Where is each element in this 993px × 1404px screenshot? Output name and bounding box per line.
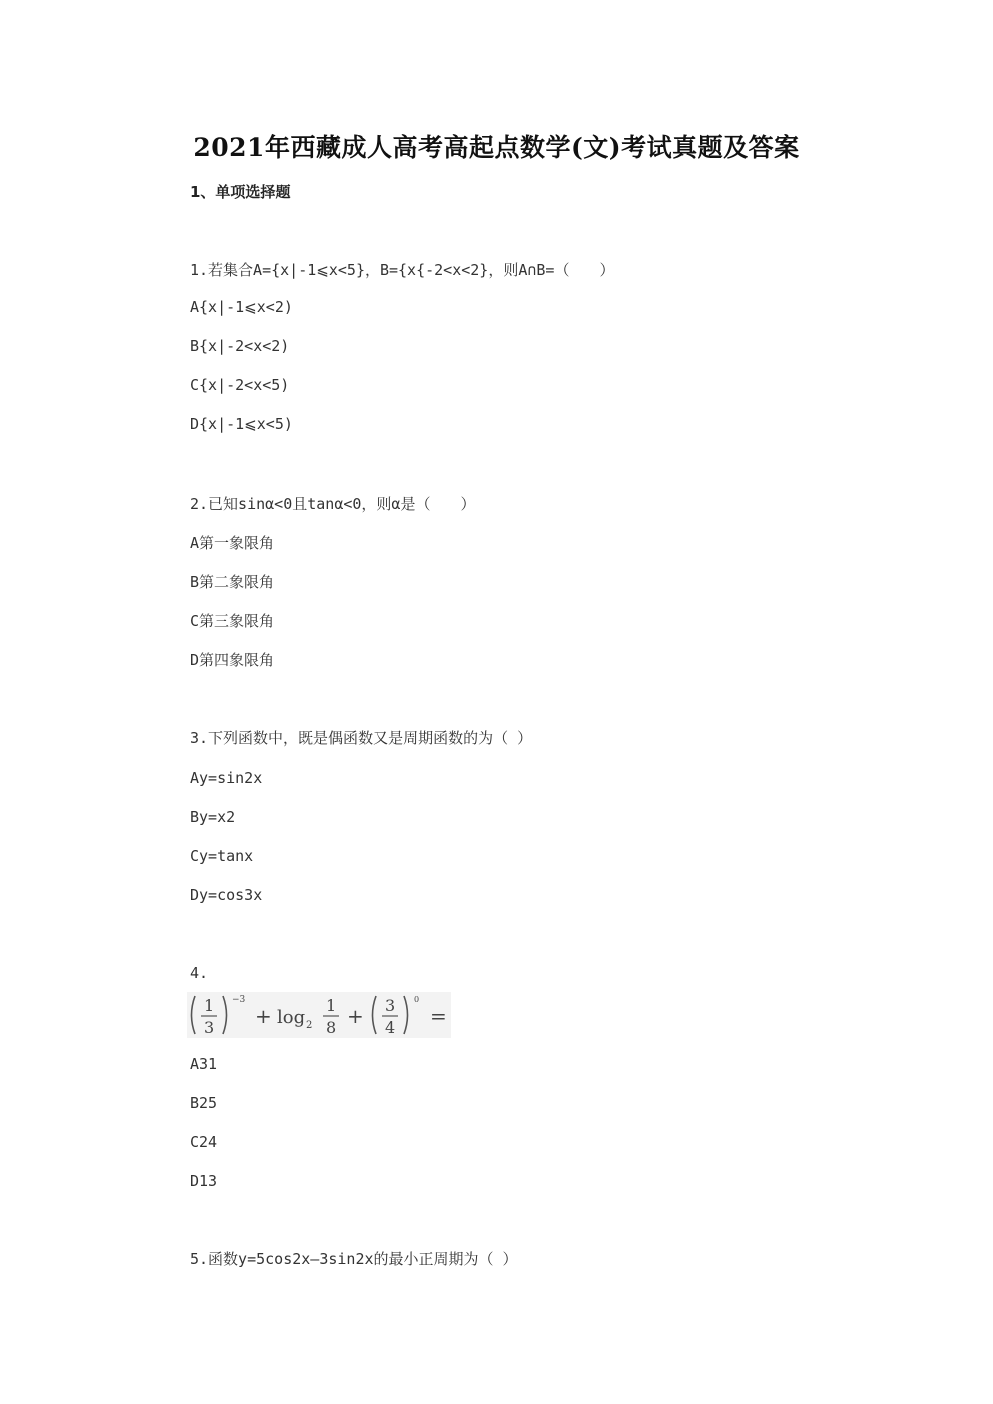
log-base: 2 (306, 1020, 313, 1031)
frac3-denominator: 4 (385, 1018, 396, 1037)
question-5-stem: 5.函数y=5cos2x—3sin2x的最小正周期为（ ） (190, 1250, 518, 1268)
question-2-option-a: A第一象限角 (190, 534, 275, 552)
question-1-option-d: D{x|-1⩽x<5) (190, 415, 293, 433)
frac2-denominator: 8 (326, 1018, 337, 1037)
question-4-option-c: C24 (190, 1133, 218, 1151)
question-4-stem: 4. (190, 964, 209, 982)
question-3-stem: 3.下列函数中，既是偶函数又是周期函数的为（ ） (190, 729, 533, 747)
question-4-option-b: B25 (190, 1094, 218, 1112)
question-2-option-c: C第三象限角 (190, 612, 275, 630)
frac1-denominator: 3 (204, 1018, 215, 1037)
question-3-option-a: Ay=sin2x (190, 769, 263, 787)
frac2-numerator: 1 (326, 996, 337, 1015)
frac1-numerator: 1 (204, 996, 215, 1015)
question-4-option-a: A31 (190, 1055, 218, 1073)
exponent-1: −3 (232, 995, 246, 1005)
question-2-option-b: B第二象限角 (190, 573, 275, 591)
document-title: 2021年西藏成人高考高起点数学(文)考试真题及答案 (193, 133, 800, 162)
question-2-option-d: D第四象限角 (190, 651, 275, 669)
exponent-2: 0 (414, 995, 420, 1004)
question-1-option-c: C{x|-2<x<5) (190, 376, 290, 394)
question-3-option-c: Cy=tanx (190, 847, 254, 865)
frac3-numerator: 3 (385, 996, 396, 1015)
plus-sign-2: + (347, 1004, 364, 1028)
section-heading: 1、单项选择题 (190, 183, 291, 201)
question-1-stem: 1.若集合A={x|-1⩽x<5}，B={x{-2<x<2}，则A∩B=（ ） (190, 261, 615, 279)
equals-sign: = (430, 1004, 447, 1028)
question-2-stem: 2.已知sinα<0且tanα<0，则α是（ ） (190, 495, 476, 513)
question-4-formula-image (187, 992, 451, 1038)
plus-sign-1: + (255, 1004, 272, 1028)
log-symbol: log (277, 1007, 306, 1028)
question-1-option-b: B{x|-2<x<2) (190, 337, 290, 355)
question-3-option-b: By=x2 (190, 808, 236, 826)
question-1-option-a: A{x|-1⩽x<2) (190, 298, 293, 316)
question-4-option-d: D13 (190, 1172, 218, 1190)
question-3-option-d: Dy=cos3x (190, 886, 263, 904)
